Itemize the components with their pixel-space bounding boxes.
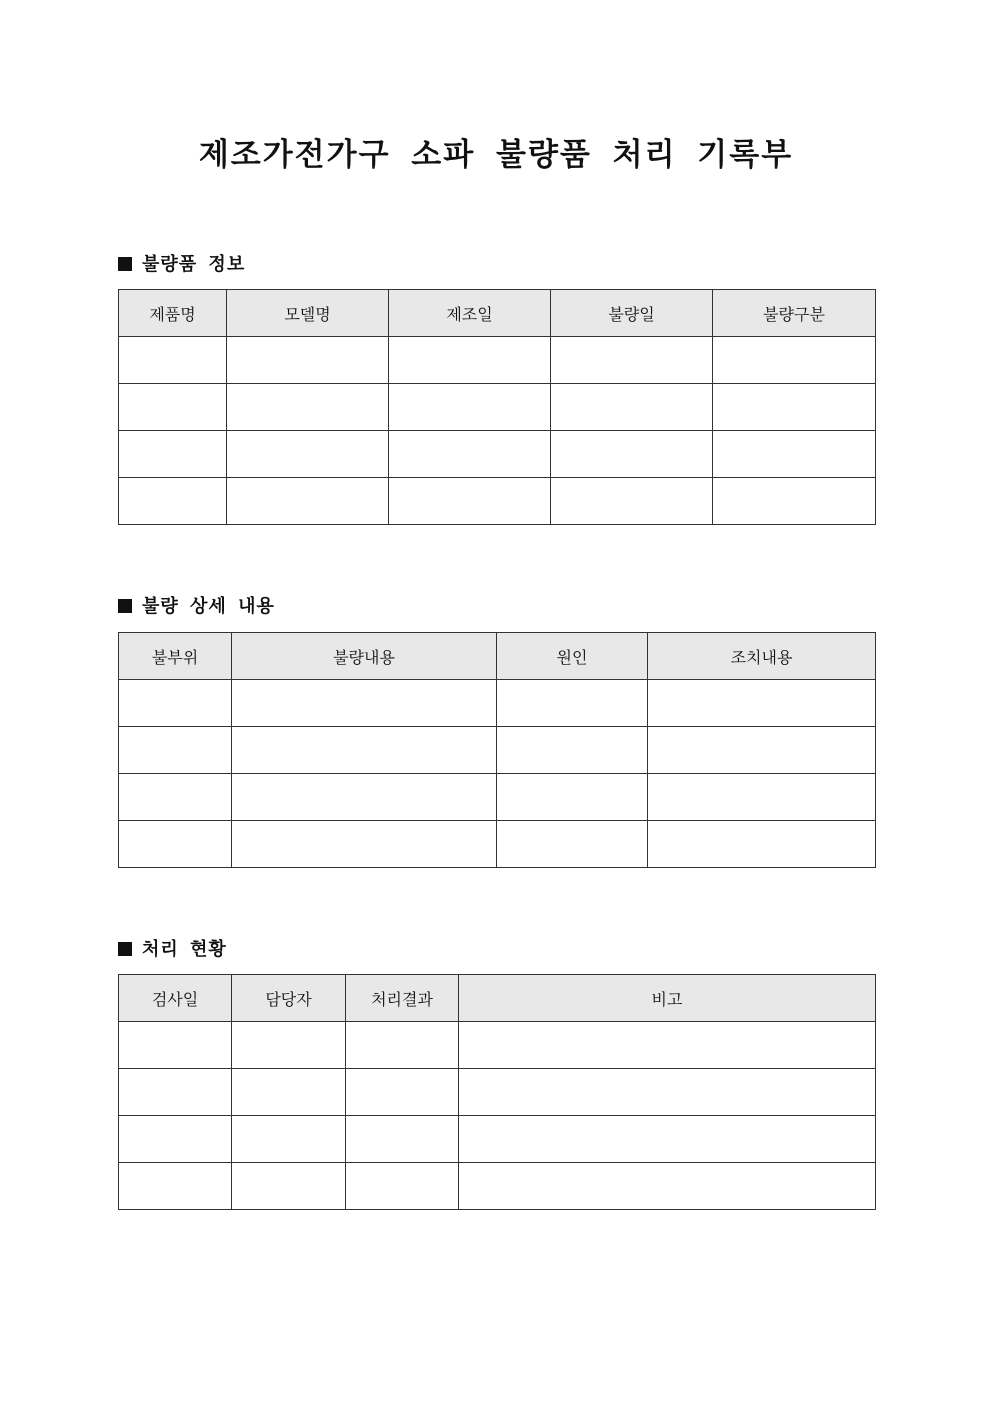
- table-cell[interactable]: [232, 680, 497, 727]
- section-heading-defect-details: [118, 594, 275, 620]
- table-row: [119, 1116, 876, 1163]
- square-bullet-icon: [118, 942, 132, 956]
- table-cell[interactable]: [232, 774, 497, 821]
- table-cell[interactable]: [119, 1116, 232, 1163]
- table-cell[interactable]: [232, 1116, 346, 1163]
- table-cell[interactable]: [227, 337, 389, 384]
- table-cell[interactable]: [551, 478, 713, 525]
- table-cell[interactable]: [389, 384, 551, 431]
- table-cell[interactable]: [459, 1022, 876, 1069]
- table-header-row: [119, 290, 876, 337]
- table-cell[interactable]: [346, 1163, 459, 1210]
- table-row: [119, 1163, 876, 1210]
- table-cell[interactable]: [648, 727, 876, 774]
- table-cell[interactable]: [346, 1116, 459, 1163]
- product-info-table: [118, 289, 876, 525]
- processing-status-table: [118, 974, 876, 1210]
- column-header: 원인: [497, 633, 648, 680]
- table-cell[interactable]: [551, 431, 713, 478]
- table-cell[interactable]: [648, 680, 876, 727]
- table-cell[interactable]: [389, 478, 551, 525]
- column-header: 불부위: [119, 633, 232, 680]
- table-cell[interactable]: [232, 1163, 346, 1210]
- table-cell[interactable]: [232, 1069, 346, 1116]
- column-header: 불량내용: [232, 633, 497, 680]
- column-header: 불량구분: [713, 290, 876, 337]
- table-row: [119, 431, 876, 478]
- table-cell[interactable]: [459, 1163, 876, 1210]
- table-cell[interactable]: [713, 478, 876, 525]
- table-cell[interactable]: [119, 821, 232, 868]
- table-cell[interactable]: [497, 821, 648, 868]
- table-cell[interactable]: [119, 1069, 232, 1116]
- table-row: [119, 337, 876, 384]
- table-cell[interactable]: [346, 1069, 459, 1116]
- table-cell[interactable]: [713, 384, 876, 431]
- table-cell[interactable]: [119, 478, 227, 525]
- table-cell[interactable]: [227, 478, 389, 525]
- table-cell[interactable]: [346, 1022, 459, 1069]
- table-row: [119, 1069, 876, 1116]
- section-heading-label: 불량 상세 내용: [142, 596, 275, 617]
- column-header: 모델명: [227, 290, 389, 337]
- table-row: [119, 384, 876, 431]
- table-cell[interactable]: [227, 431, 389, 478]
- table-row: [119, 727, 876, 774]
- table-header-row: [119, 975, 876, 1022]
- column-header: 조치내용: [648, 633, 876, 680]
- table-row: [119, 774, 876, 821]
- column-header: 비고: [459, 975, 876, 1022]
- square-bullet-icon: [118, 257, 132, 271]
- section-heading-processing-status: [118, 937, 227, 963]
- table-cell[interactable]: [459, 1116, 876, 1163]
- table-cell[interactable]: [119, 431, 227, 478]
- table-cell[interactable]: [648, 774, 876, 821]
- table-cell[interactable]: [389, 337, 551, 384]
- table-cell[interactable]: [232, 821, 497, 868]
- column-header: 불량일: [551, 290, 713, 337]
- section-heading-product-info: [118, 252, 245, 278]
- table-cell[interactable]: [119, 1163, 232, 1210]
- table-cell[interactable]: [119, 384, 227, 431]
- table-cell[interactable]: [551, 384, 713, 431]
- table-cell[interactable]: [119, 727, 232, 774]
- page-title: 제조가전가구 소파 불량품 처리 기록부: [198, 137, 794, 173]
- table-cell[interactable]: [232, 727, 497, 774]
- column-header: 제품명: [119, 290, 227, 337]
- table-cell[interactable]: [648, 821, 876, 868]
- table-cell[interactable]: [232, 1022, 346, 1069]
- table-cell[interactable]: [119, 1022, 232, 1069]
- table-row: [119, 821, 876, 868]
- section-heading-label: 불량품 정보: [142, 254, 246, 275]
- table-cell[interactable]: [497, 680, 648, 727]
- section-heading-label: 처리 현황: [142, 939, 227, 960]
- table-cell[interactable]: [119, 680, 232, 727]
- table-cell[interactable]: [119, 774, 232, 821]
- table-cell[interactable]: [389, 431, 551, 478]
- table-cell[interactable]: [713, 337, 876, 384]
- defect-details-table: [118, 632, 876, 868]
- table-header-row: [119, 633, 876, 680]
- column-header: 제조일: [389, 290, 551, 337]
- table-row: [119, 1022, 876, 1069]
- table-row: [119, 680, 876, 727]
- column-header: 담당자: [232, 975, 346, 1022]
- table-cell[interactable]: [459, 1069, 876, 1116]
- table-cell[interactable]: [497, 727, 648, 774]
- table-cell[interactable]: [227, 384, 389, 431]
- table-cell[interactable]: [713, 431, 876, 478]
- column-header: 검사일: [119, 975, 232, 1022]
- table-cell[interactable]: [497, 774, 648, 821]
- table-row: [119, 478, 876, 525]
- column-header: 처리결과: [346, 975, 459, 1022]
- table-cell[interactable]: [119, 337, 227, 384]
- square-bullet-icon: [118, 599, 132, 613]
- table-cell[interactable]: [551, 337, 713, 384]
